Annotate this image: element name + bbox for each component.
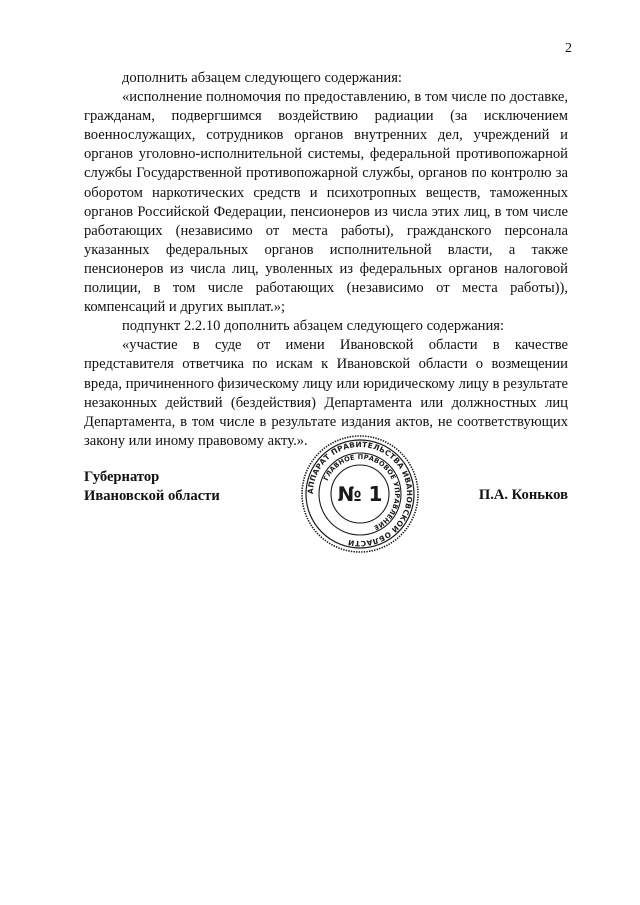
page-number: 2 bbox=[565, 41, 572, 56]
official-seal bbox=[300, 434, 420, 554]
seal-number: № 1 bbox=[337, 482, 383, 506]
paragraph-1: дополнить абзацем следующего содержания: bbox=[122, 70, 402, 86]
seal-outer-text: АППАРАТ ПРАВИТЕЛЬСТВА ИВАНОВСКОЙ ОБЛАСТИ bbox=[305, 439, 415, 549]
document-body bbox=[84, 69, 568, 451]
signatory-title bbox=[84, 468, 220, 506]
signatory-title-line-1: Губернатор bbox=[84, 469, 160, 485]
signatory-name: П.А. Коньков bbox=[478, 487, 568, 503]
seal-inner-text: ГЛАВНОЕ ПРАВОВОЕ УПРАВЛЕНИЕ bbox=[321, 452, 402, 532]
paragraph-4: «участие в суде от имени Ивановской области в качестве представителя ответчика по искам к Ивановской области о возмещении вреда, причиненного физическому лицу или юридическому лицу в результате незаконных действий (бездействия) Департамента или должностных лиц Департамента, в том числе в результате издания актов, не соответствующих закону или иному правовому акту.». bbox=[84, 337, 568, 449]
paragraph-2: «исполнение полномочия по предоставлению, в том числе по доставке, гражданам, подвергшимся воздействию радиации (за исключением военнослужащих, сотрудников органов внутренних дел, учреждений и органов уголовно-исполнительной системы, федеральной противопожарной службы Государственной противопожарной службы, органов по контролю за оборотом наркотических средств и психотропных веществ, таможенных органов Российской Федерации, пенсионеров из числа этих лиц, в том числе работающих (независимо от места работы), гражданского персонала указанных федеральных органов исполнительной власти, а также пенсионеров из числа лиц, уволенных из федеральных органов налоговой полиции, в том числе работающих (независимо от места работы)), компенсаций и других выплат.»; bbox=[84, 89, 568, 316]
paragraph-3: подпункт 2.2.10 дополнить абзацем следующего содержания: bbox=[122, 318, 505, 335]
signatory-title-line-2: Ивановской области bbox=[84, 488, 220, 504]
